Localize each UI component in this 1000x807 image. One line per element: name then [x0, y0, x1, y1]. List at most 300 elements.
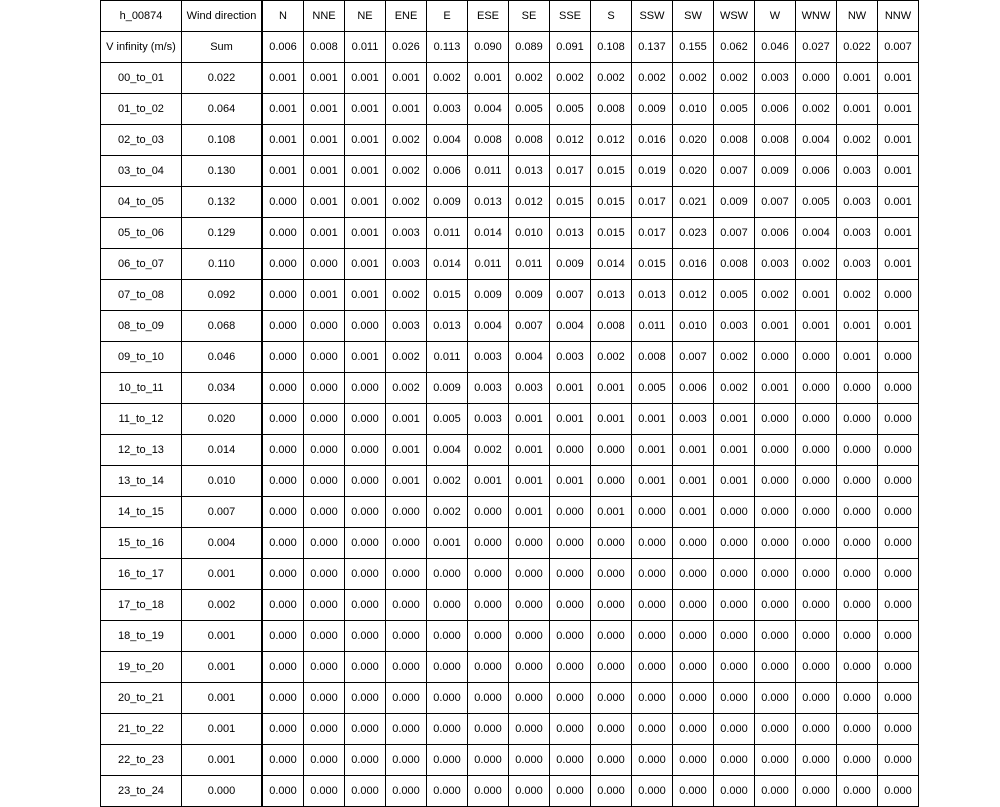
table-cell: 0.000	[427, 776, 468, 807]
table-cell: 0.000	[345, 745, 386, 776]
table-row	[101, 32, 919, 63]
table-cell: 0.000	[714, 528, 755, 559]
table-cell: 0.000	[427, 652, 468, 683]
table-cell: 0.000	[878, 373, 919, 404]
table-cell: 0.001	[837, 342, 878, 373]
table-cell: 0.001	[673, 497, 714, 528]
table-cell: 0.001	[345, 249, 386, 280]
table-cell: 0.000	[509, 683, 550, 714]
table-cell: 0.000	[550, 683, 591, 714]
table-cell: 0.013	[550, 218, 591, 249]
table-cell: 0.000	[304, 621, 345, 652]
row-label: 08_to_09	[101, 311, 182, 342]
table-cell: 0.000	[304, 466, 345, 497]
table-cell: 0.000	[304, 249, 345, 280]
table-cell: 0.000	[345, 652, 386, 683]
table-cell: 0.000	[591, 776, 632, 807]
table-cell: 0.002	[796, 94, 837, 125]
table-cell: 0.003	[673, 404, 714, 435]
row-label: 04_to_05	[101, 187, 182, 218]
table-cell: 0.005	[714, 280, 755, 311]
table-cell: 0.000	[632, 714, 673, 745]
row-sum: 0.001	[182, 621, 263, 652]
table-cell: 0.108	[591, 32, 632, 63]
table-cell: 0.001	[878, 218, 919, 249]
direction-header-cell: W	[755, 1, 796, 32]
table-cell: 0.000	[673, 745, 714, 776]
table-cell: 0.000	[796, 404, 837, 435]
table-cell: 0.001	[796, 311, 837, 342]
direction-header-cell: ESE	[468, 1, 509, 32]
table-cell: 0.000	[755, 528, 796, 559]
row-sum: 0.001	[182, 652, 263, 683]
table-cell: 0.014	[427, 249, 468, 280]
table-cell: 0.001	[550, 466, 591, 497]
row-label: 01_to_02	[101, 94, 182, 125]
table-cell: 0.000	[509, 745, 550, 776]
table-cell: 0.000	[632, 528, 673, 559]
table-cell: 0.000	[878, 342, 919, 373]
table-cell: 0.000	[878, 404, 919, 435]
table-cell: 0.001	[262, 125, 304, 156]
table-cell: 0.001	[878, 156, 919, 187]
table-cell: 0.000	[632, 745, 673, 776]
table-cell: 0.008	[591, 311, 632, 342]
direction-header-cell: S	[591, 1, 632, 32]
row-sum: 0.000	[182, 776, 263, 807]
table-cell: 0.001	[304, 218, 345, 249]
table-cell: 0.000	[304, 745, 345, 776]
table-cell: 0.062	[714, 32, 755, 63]
table-cell: 0.011	[468, 156, 509, 187]
table-cell: 0.000	[509, 528, 550, 559]
table-cell: 0.006	[427, 156, 468, 187]
table-cell: 0.000	[509, 776, 550, 807]
table-cell: 0.000	[755, 714, 796, 745]
table-cell: 0.000	[837, 559, 878, 590]
table-cell: 0.001	[427, 528, 468, 559]
table-cell: 0.001	[345, 63, 386, 94]
table-cell: 0.000	[673, 528, 714, 559]
table-cell: 0.000	[386, 745, 427, 776]
table-cell: 0.000	[673, 590, 714, 621]
table-cell: 0.000	[345, 590, 386, 621]
table-cell: 0.000	[262, 590, 304, 621]
table-cell: 0.000	[837, 466, 878, 497]
table-cell: 0.007	[714, 156, 755, 187]
table-cell: 0.011	[632, 311, 673, 342]
table-cell: 0.002	[714, 373, 755, 404]
row-sum: 0.046	[182, 342, 263, 373]
table-cell: 0.000	[673, 621, 714, 652]
table-cell: 0.000	[345, 311, 386, 342]
table-cell: 0.000	[591, 621, 632, 652]
row-sum: 0.108	[182, 125, 263, 156]
table-cell: 0.000	[386, 714, 427, 745]
table-cell: 0.008	[714, 249, 755, 280]
row-sum: 0.130	[182, 156, 263, 187]
row-label: 16_to_17	[101, 559, 182, 590]
table-cell: 0.002	[591, 63, 632, 94]
row-sum: 0.129	[182, 218, 263, 249]
table-cell: 0.000	[714, 590, 755, 621]
table-cell: 0.004	[468, 311, 509, 342]
table-cell: 0.001	[304, 94, 345, 125]
table-cell: 0.000	[345, 559, 386, 590]
table-cell: 0.000	[878, 466, 919, 497]
table-cell: 0.012	[673, 280, 714, 311]
table-row	[101, 435, 919, 466]
table-cell: 0.002	[468, 435, 509, 466]
direction-header-cell: SSE	[550, 1, 591, 32]
table-cell: 0.000	[878, 435, 919, 466]
table-cell: 0.000	[345, 373, 386, 404]
table-cell: 0.002	[386, 187, 427, 218]
table-cell: 0.003	[755, 63, 796, 94]
direction-header-cell: NE	[345, 1, 386, 32]
table-cell: 0.005	[796, 187, 837, 218]
table-cell: 0.000	[262, 497, 304, 528]
table-cell: 0.000	[262, 683, 304, 714]
table-cell: 0.020	[673, 156, 714, 187]
table-cell: 0.009	[509, 280, 550, 311]
table-cell: 0.000	[262, 435, 304, 466]
table-cell: 0.017	[632, 218, 673, 249]
table-row	[101, 311, 919, 342]
table-cell: 0.000	[632, 683, 673, 714]
table-row	[101, 466, 919, 497]
table-cell: 0.001	[550, 373, 591, 404]
table-cell: 0.000	[345, 621, 386, 652]
table-cell: 0.016	[673, 249, 714, 280]
table-cell: 0.001	[673, 435, 714, 466]
table-cell: 0.000	[591, 590, 632, 621]
table-cell: 0.001	[386, 466, 427, 497]
table-cell: 0.000	[837, 373, 878, 404]
table-cell: 0.000	[632, 776, 673, 807]
table-cell: 0.000	[755, 621, 796, 652]
wind-table-body	[101, 1, 919, 807]
row-sum: 0.002	[182, 590, 263, 621]
table-cell: 0.003	[837, 187, 878, 218]
table-cell: 0.001	[304, 63, 345, 94]
table-row	[101, 559, 919, 590]
table-cell: 0.000	[304, 683, 345, 714]
table-cell: 0.000	[427, 745, 468, 776]
table-cell: 0.000	[386, 590, 427, 621]
table-cell: 0.009	[468, 280, 509, 311]
table-cell: 0.001	[714, 404, 755, 435]
table-cell: 0.000	[468, 559, 509, 590]
table-cell: 0.046	[755, 32, 796, 63]
table-cell: 0.000	[714, 683, 755, 714]
table-cell: 0.000	[878, 497, 919, 528]
table-cell: 0.001	[304, 156, 345, 187]
table-cell: 0.000	[304, 528, 345, 559]
table-cell: 0.000	[304, 652, 345, 683]
table-cell: 0.000	[468, 776, 509, 807]
table-cell: 0.000	[262, 342, 304, 373]
table-cell: 0.007	[550, 280, 591, 311]
table-cell: 0.000	[550, 435, 591, 466]
table-row	[101, 342, 919, 373]
table-cell: 0.000	[837, 621, 878, 652]
table-row	[101, 249, 919, 280]
table-cell: 0.002	[632, 63, 673, 94]
table-cell: 0.000	[427, 621, 468, 652]
table-row	[101, 652, 919, 683]
row-label: 15_to_16	[101, 528, 182, 559]
table-cell: 0.022	[837, 32, 878, 63]
table-cell: 0.000	[591, 528, 632, 559]
table-cell: 0.000	[304, 404, 345, 435]
table-cell: 0.005	[427, 404, 468, 435]
table-cell: 0.000	[796, 683, 837, 714]
table-cell: 0.013	[468, 187, 509, 218]
table-cell: 0.000	[837, 590, 878, 621]
table-cell: 0.001	[878, 63, 919, 94]
row-label: 11_to_12	[101, 404, 182, 435]
direction-header-cell: N	[262, 1, 304, 32]
table-cell: 0.001	[673, 466, 714, 497]
table-cell: 0.002	[550, 63, 591, 94]
table-cell: 0.000	[468, 621, 509, 652]
table-cell: 0.001	[550, 404, 591, 435]
table-cell: 0.000	[837, 652, 878, 683]
table-cell: 0.001	[878, 187, 919, 218]
table-cell: 0.009	[427, 373, 468, 404]
table-cell: 0.000	[796, 745, 837, 776]
table-cell: 0.000	[796, 435, 837, 466]
table-cell: 0.113	[427, 32, 468, 63]
table-cell: 0.002	[427, 497, 468, 528]
table-cell: 0.000	[632, 497, 673, 528]
table-cell: 0.000	[755, 435, 796, 466]
table-cell: 0.004	[796, 125, 837, 156]
table-row	[101, 776, 919, 807]
table-cell: 0.005	[714, 94, 755, 125]
table-cell: 0.000	[550, 714, 591, 745]
table-cell: 0.002	[386, 342, 427, 373]
table-cell: 0.000	[755, 683, 796, 714]
table-cell: 0.000	[878, 559, 919, 590]
table-cell: 0.000	[386, 621, 427, 652]
table-cell: 0.021	[673, 187, 714, 218]
table-cell: 0.017	[632, 187, 673, 218]
table-cell: 0.000	[591, 683, 632, 714]
table-cell: 0.002	[386, 373, 427, 404]
table-cell: 0.001	[345, 156, 386, 187]
table-cell: 0.000	[304, 342, 345, 373]
row-sum: 0.092	[182, 280, 263, 311]
table-cell: 0.000	[673, 652, 714, 683]
table-cell: 0.002	[755, 280, 796, 311]
row-sum: 0.001	[182, 683, 263, 714]
table-cell: 0.007	[755, 187, 796, 218]
table-cell: 0.013	[591, 280, 632, 311]
direction-header-cell: WNW	[796, 1, 837, 32]
table-cell: 0.015	[591, 218, 632, 249]
table-cell: 0.000	[550, 497, 591, 528]
table-cell: 0.000	[591, 559, 632, 590]
table-cell: 0.009	[714, 187, 755, 218]
table-cell: 0.003	[550, 342, 591, 373]
table-cell: 0.001	[345, 125, 386, 156]
table-cell: 0.007	[509, 311, 550, 342]
table-cell: 0.000	[262, 652, 304, 683]
table-cell: 0.009	[427, 187, 468, 218]
table-cell: 0.000	[345, 714, 386, 745]
table-cell: 0.002	[427, 63, 468, 94]
table-cell: 0.002	[714, 342, 755, 373]
table-cell: 0.000	[837, 745, 878, 776]
row-sum: 0.007	[182, 497, 263, 528]
table-cell: 0.000	[837, 528, 878, 559]
table-cell: 0.001	[632, 466, 673, 497]
table-cell: 0.000	[345, 683, 386, 714]
table-cell: 0.005	[550, 94, 591, 125]
table-cell: 0.000	[591, 435, 632, 466]
table-cell: 0.012	[591, 125, 632, 156]
table-cell: 0.001	[591, 404, 632, 435]
table-cell: 0.002	[509, 63, 550, 94]
table-cell: 0.014	[468, 218, 509, 249]
table-cell: 0.001	[468, 63, 509, 94]
table-cell: 0.000	[878, 652, 919, 683]
table-cell: 0.000	[262, 218, 304, 249]
table-cell: 0.009	[632, 94, 673, 125]
table-cell: 0.000	[550, 652, 591, 683]
table-cell: 0.001	[591, 373, 632, 404]
table-cell: 0.000	[345, 466, 386, 497]
table-cell: 0.000	[304, 590, 345, 621]
table-cell: 0.000	[673, 559, 714, 590]
table-cell: 0.000	[345, 497, 386, 528]
table-cell: 0.000	[468, 652, 509, 683]
table-cell: 0.000	[796, 342, 837, 373]
table-cell: 0.000	[509, 559, 550, 590]
row-sum: 0.001	[182, 745, 263, 776]
table-cell: 0.011	[509, 249, 550, 280]
direction-header-cell: ENE	[386, 1, 427, 32]
table-cell: 0.015	[591, 156, 632, 187]
row-sum: 0.022	[182, 63, 263, 94]
table-cell: 0.000	[468, 497, 509, 528]
table-cell: 0.000	[345, 435, 386, 466]
table-cell: 0.000	[304, 497, 345, 528]
table-cell: 0.000	[304, 714, 345, 745]
table-cell: 0.001	[837, 94, 878, 125]
table-cell: 0.014	[591, 249, 632, 280]
row-sum: 0.010	[182, 466, 263, 497]
row-sum: 0.034	[182, 373, 263, 404]
table-cell: 0.000	[878, 745, 919, 776]
table-cell: 0.000	[755, 497, 796, 528]
table-cell: 0.003	[427, 94, 468, 125]
table-row	[101, 63, 919, 94]
table-cell: 0.000	[427, 683, 468, 714]
table-cell: 0.000	[796, 497, 837, 528]
wind-frequency-table	[100, 0, 919, 807]
table-cell: 0.003	[386, 218, 427, 249]
row-sum: 0.068	[182, 311, 263, 342]
row-label: 22_to_23	[101, 745, 182, 776]
table-cell: 0.091	[550, 32, 591, 63]
table-cell: 0.008	[714, 125, 755, 156]
table-cell: 0.011	[468, 249, 509, 280]
table-cell: 0.007	[878, 32, 919, 63]
table-cell: 0.000	[262, 621, 304, 652]
table-cell: 0.004	[427, 435, 468, 466]
table-cell: 0.000	[878, 528, 919, 559]
table-cell: 0.000	[878, 621, 919, 652]
row-sum: Sum	[182, 32, 263, 63]
row-sum: 0.001	[182, 559, 263, 590]
table-cell: 0.002	[796, 249, 837, 280]
table-cell: 0.001	[755, 311, 796, 342]
table-row	[101, 156, 919, 187]
table-cell: 0.023	[673, 218, 714, 249]
table-cell: 0.000	[796, 559, 837, 590]
table-cell: 0.008	[632, 342, 673, 373]
table-cell: 0.010	[509, 218, 550, 249]
table-cell: 0.000	[632, 621, 673, 652]
table-cell: 0.005	[509, 94, 550, 125]
table-cell: 0.090	[468, 32, 509, 63]
table-cell: 0.000	[304, 776, 345, 807]
table-cell: 0.000	[796, 63, 837, 94]
table-cell: 0.000	[714, 776, 755, 807]
table-cell: 0.002	[386, 280, 427, 311]
row-label: 09_to_10	[101, 342, 182, 373]
table-cell: 0.000	[796, 466, 837, 497]
table-cell: 0.000	[304, 373, 345, 404]
table-cell: 0.017	[550, 156, 591, 187]
table-cell: 0.000	[714, 745, 755, 776]
table-cell: 0.003	[837, 218, 878, 249]
table-cell: 0.001	[386, 435, 427, 466]
table-cell: 0.001	[837, 63, 878, 94]
table-cell: 0.000	[262, 249, 304, 280]
table-cell: 0.002	[837, 125, 878, 156]
table-cell: 0.003	[509, 373, 550, 404]
table-cell: 0.001	[468, 466, 509, 497]
table-cell: 0.000	[714, 621, 755, 652]
table-cell: 0.001	[509, 497, 550, 528]
table-row	[101, 125, 919, 156]
row-sum: 0.020	[182, 404, 263, 435]
table-cell: 0.001	[386, 63, 427, 94]
table-cell: 0.000	[837, 683, 878, 714]
table-cell: 0.137	[632, 32, 673, 63]
table-cell: 0.000	[591, 745, 632, 776]
table-cell: 0.089	[509, 32, 550, 63]
table-cell: 0.000	[755, 652, 796, 683]
table-cell: 0.015	[591, 187, 632, 218]
table-cell: 0.003	[386, 311, 427, 342]
table-cell: 0.001	[714, 466, 755, 497]
table-row	[101, 683, 919, 714]
table-cell: 0.001	[262, 156, 304, 187]
table-cell: 0.001	[386, 94, 427, 125]
row-sum: 0.001	[182, 714, 263, 745]
table-cell: 0.001	[345, 94, 386, 125]
table-cell: 0.001	[878, 125, 919, 156]
table-cell: 0.000	[386, 559, 427, 590]
table-cell: 0.000	[632, 590, 673, 621]
table-cell: 0.011	[345, 32, 386, 63]
table-cell: 0.000	[632, 559, 673, 590]
